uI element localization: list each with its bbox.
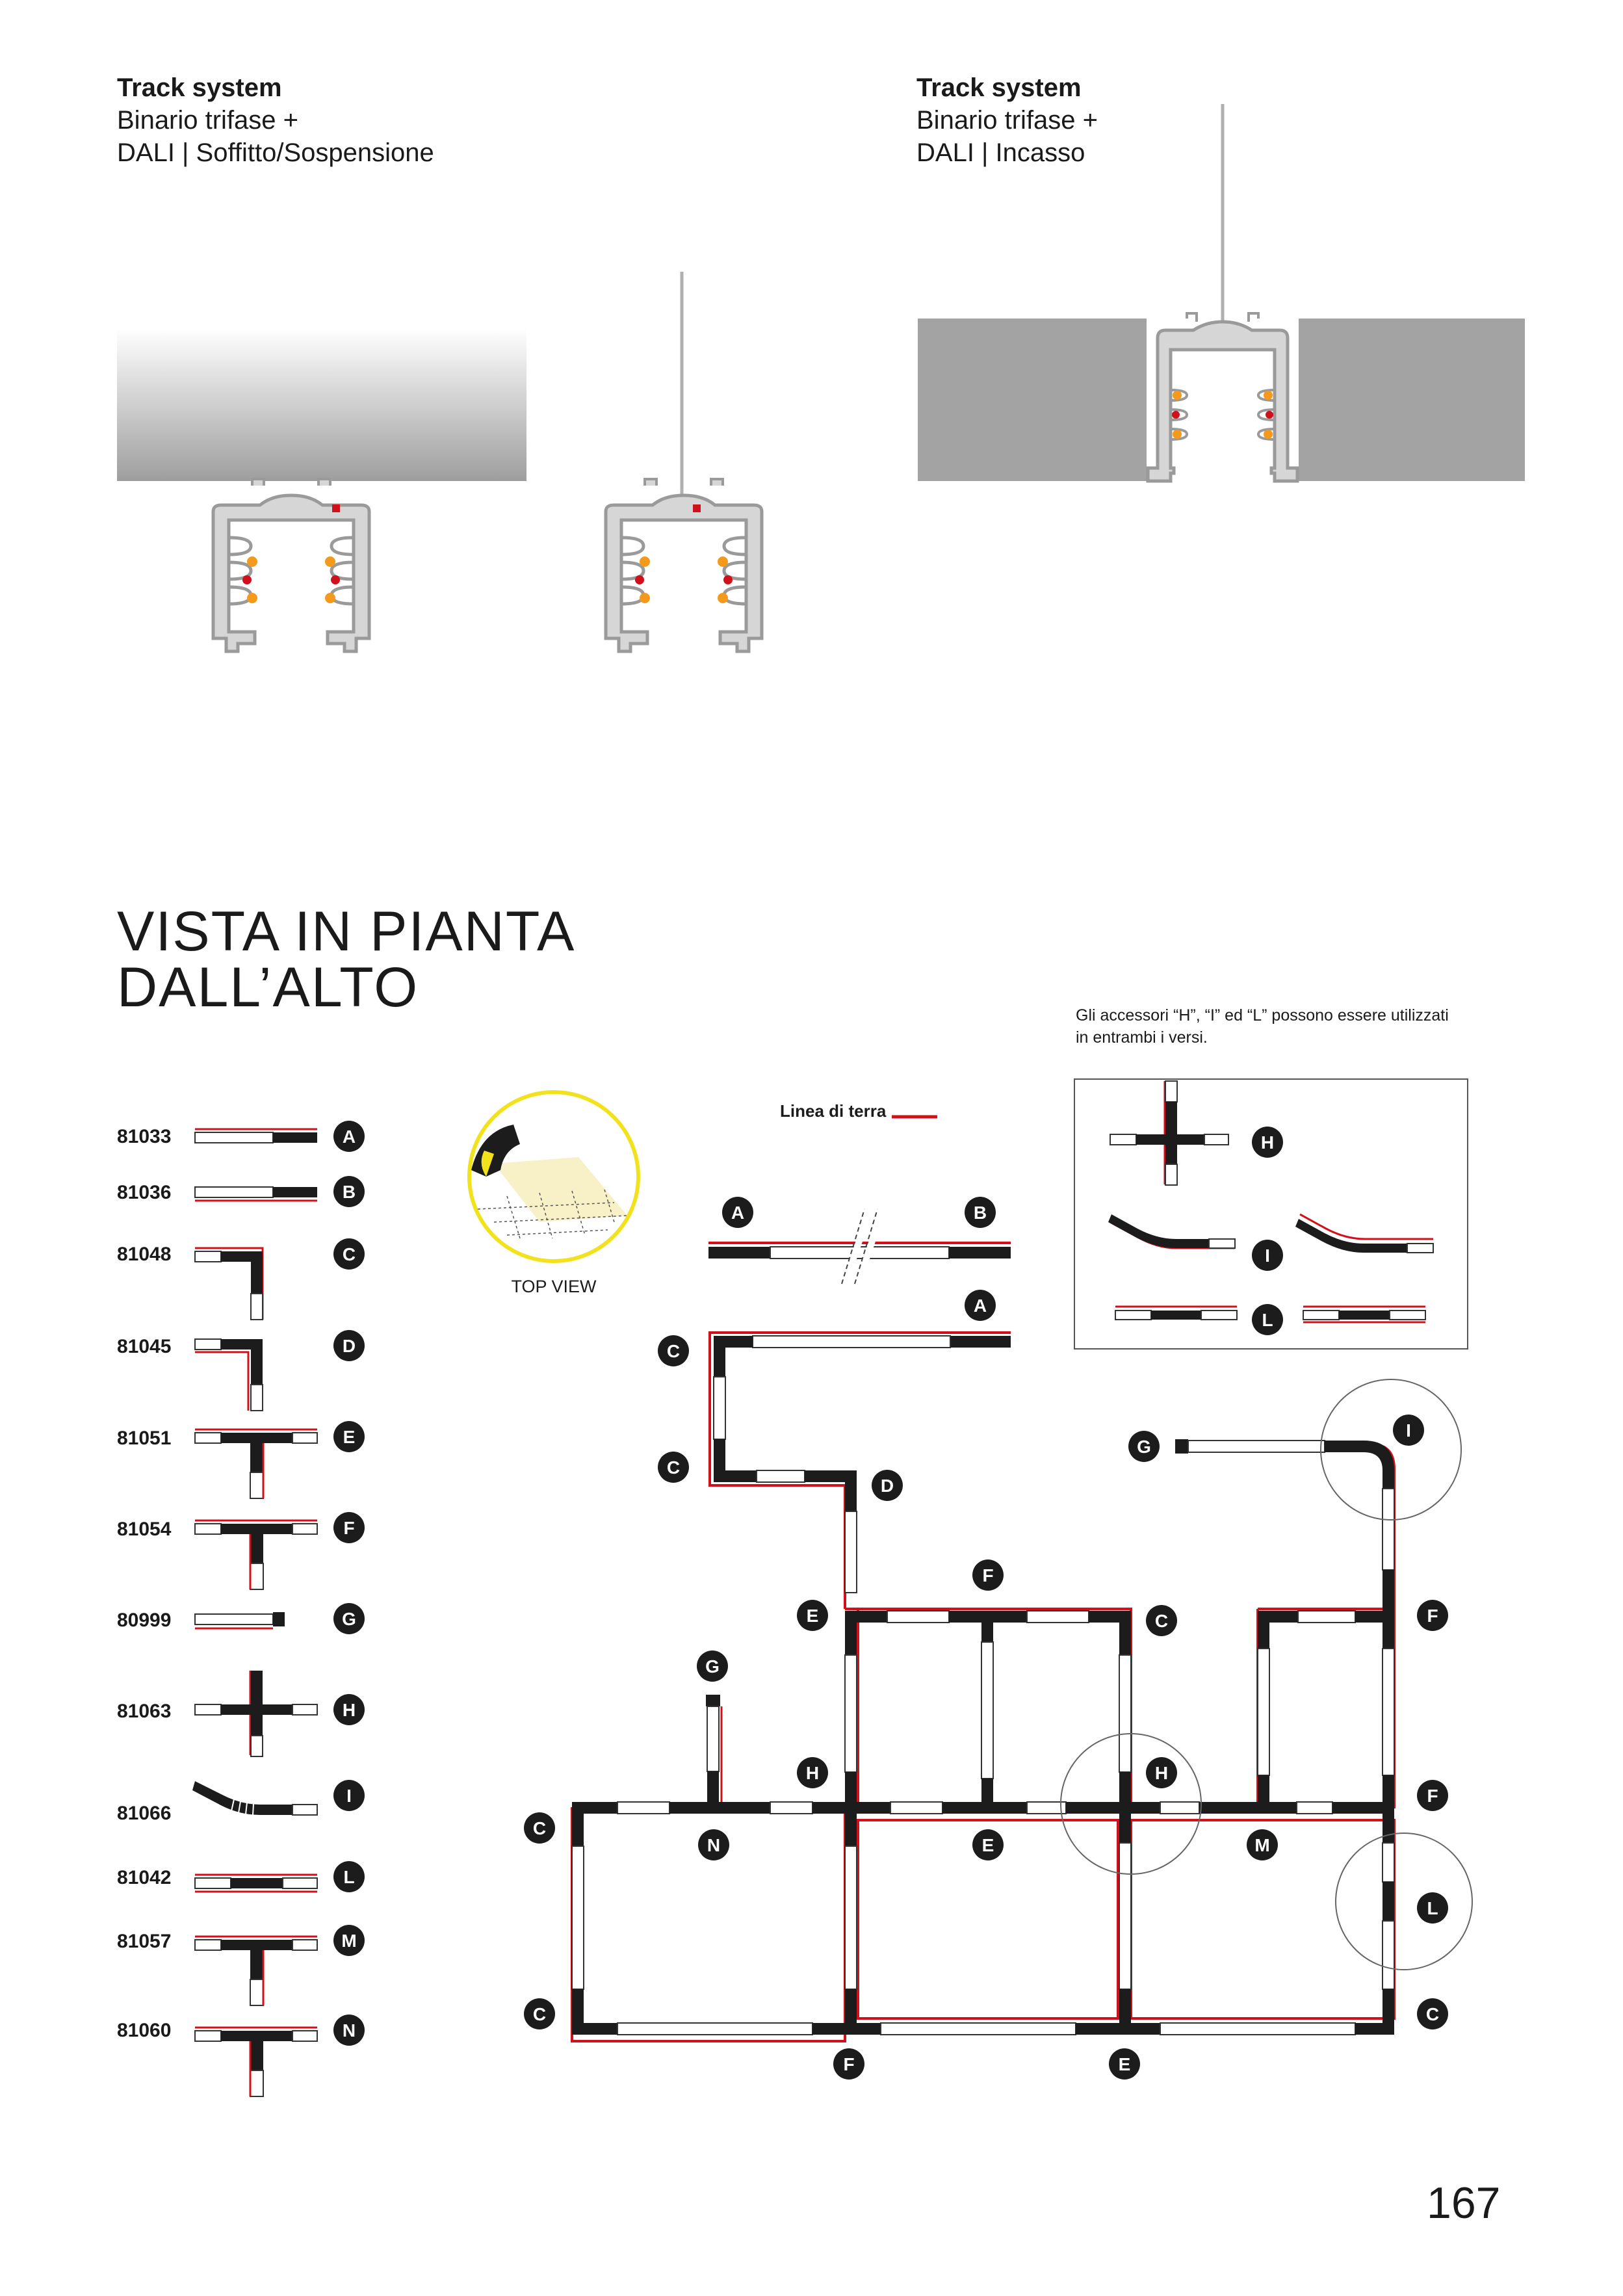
diagram-letter: C — [1425, 2004, 1440, 2024]
surface-profile — [213, 479, 369, 651]
legend-letter: L — [343, 1867, 355, 1887]
note-line: Gli accessori “H”, “I” ed “L” possono essere utilizzati — [1076, 1006, 1449, 1024]
diagram-letter: A — [973, 1296, 987, 1316]
legend-letter: M — [341, 1931, 357, 1951]
profile-illustrations — [0, 0, 1623, 715]
legend-piece-i — [192, 1781, 317, 1815]
section-title — [117, 900, 576, 1019]
legend-letter: E — [343, 1427, 356, 1447]
header-title: Track system — [117, 73, 282, 102]
ceiling-right — [1299, 319, 1525, 481]
ceiling-left — [918, 319, 1147, 481]
legend-letter: H — [342, 1700, 356, 1720]
diagram-letter: H — [1154, 1763, 1169, 1783]
legend-code: 81054 — [117, 1519, 172, 1540]
legend-piece-b — [195, 1187, 317, 1201]
diagram-letter: C — [532, 2004, 547, 2024]
legend-piece-d — [195, 1339, 263, 1411]
diagram-letter: F — [1427, 1786, 1438, 1806]
header-line: DALI | Incasso — [916, 138, 1085, 167]
legend-piece-g — [195, 1612, 285, 1628]
top-view-illustration — [469, 1092, 638, 1261]
section-title-line: VISTA IN PIANTA — [117, 900, 576, 963]
legend-piece-e — [195, 1429, 317, 1498]
legend-code: 81036 — [117, 1182, 172, 1203]
recessed-profile — [1148, 313, 1297, 481]
top-view-label: TOP VIEW — [511, 1277, 597, 1296]
diagram-letter: A — [731, 1203, 745, 1223]
diagram-letter: D — [880, 1476, 894, 1496]
legend-code: 81045 — [117, 1336, 172, 1357]
diagram-letter: F — [843, 2054, 855, 2074]
suspended-profile — [606, 479, 762, 651]
legend-letter: B — [342, 1182, 356, 1202]
legend-code: 81033 — [117, 1126, 172, 1147]
diagram-letter: L — [1427, 1898, 1438, 1918]
legend-piece-h — [195, 1671, 317, 1756]
legend-letter: I — [346, 1786, 352, 1806]
legend-code: 81051 — [117, 1428, 172, 1449]
ceiling-block — [117, 328, 526, 481]
legend-letter: A — [342, 1127, 356, 1147]
legend-piece-a — [195, 1129, 317, 1143]
ground-line-label: Linea di terra — [780, 1101, 887, 1121]
legend-code: 81063 — [117, 1701, 172, 1722]
legend-piece-m — [195, 1937, 317, 2005]
legend-code: 81060 — [117, 2020, 172, 2041]
legend-letter: F — [343, 1518, 355, 1538]
diagram-letter: F — [982, 1565, 994, 1585]
legend-piece-c — [195, 1248, 263, 1320]
header-line: DALI | Soffitto/Sospensione — [117, 138, 434, 167]
diagram-letter: E — [1118, 2054, 1131, 2074]
diagram-letter: C — [532, 1818, 547, 1838]
header-line: Binario trifase + — [117, 106, 299, 135]
legend-pieces — [192, 1129, 317, 2096]
note-line: in entrambi i versi. — [1076, 1028, 1208, 1047]
header-title: Track system — [916, 73, 1082, 102]
legend-code: 81042 — [117, 1867, 172, 1888]
legend-code: 81057 — [117, 1931, 172, 1952]
legend-letter: C — [342, 1244, 356, 1264]
legend-code: 81048 — [117, 1244, 172, 1265]
diagram-letter: G — [705, 1656, 720, 1676]
legend-code: 81066 — [117, 1803, 172, 1824]
diagram-letter: E — [806, 1606, 819, 1626]
box-letter: L — [1262, 1310, 1273, 1330]
diagram-letter: G — [1137, 1437, 1151, 1457]
legend-piece-l — [195, 1875, 317, 1892]
diagram-letter: E — [981, 1835, 994, 1855]
legend-letter: G — [342, 1609, 356, 1629]
diagram-letter: N — [707, 1835, 721, 1855]
diagram-letter: B — [973, 1203, 987, 1223]
diagram-letter: C — [666, 1457, 681, 1478]
legend-code: 80999 — [117, 1610, 172, 1631]
diagram-letter: M — [1254, 1835, 1270, 1855]
accessories-note — [1076, 1004, 1449, 1049]
diagram-letter: F — [1427, 1606, 1438, 1626]
diagram-letter: H — [805, 1763, 820, 1783]
legend-letter: N — [342, 2020, 356, 2041]
plan-diagram — [0, 1073, 1623, 2126]
legend-piece-f — [195, 1520, 317, 1589]
diagram-letter: C — [1154, 1611, 1169, 1631]
legend-letter: D — [342, 1336, 356, 1356]
diagram-letter: C — [666, 1341, 681, 1361]
legend-piece-n — [195, 2028, 317, 2096]
header-line: Binario trifase + — [916, 106, 1098, 135]
section-title-line: DALL’ALTO — [117, 956, 419, 1019]
box-letter: H — [1260, 1132, 1275, 1153]
page-number: 167 — [1427, 2178, 1501, 2228]
box-letter: I — [1265, 1246, 1270, 1266]
legend-letters — [333, 1121, 365, 2046]
diagram-letter: I — [1406, 1420, 1411, 1441]
